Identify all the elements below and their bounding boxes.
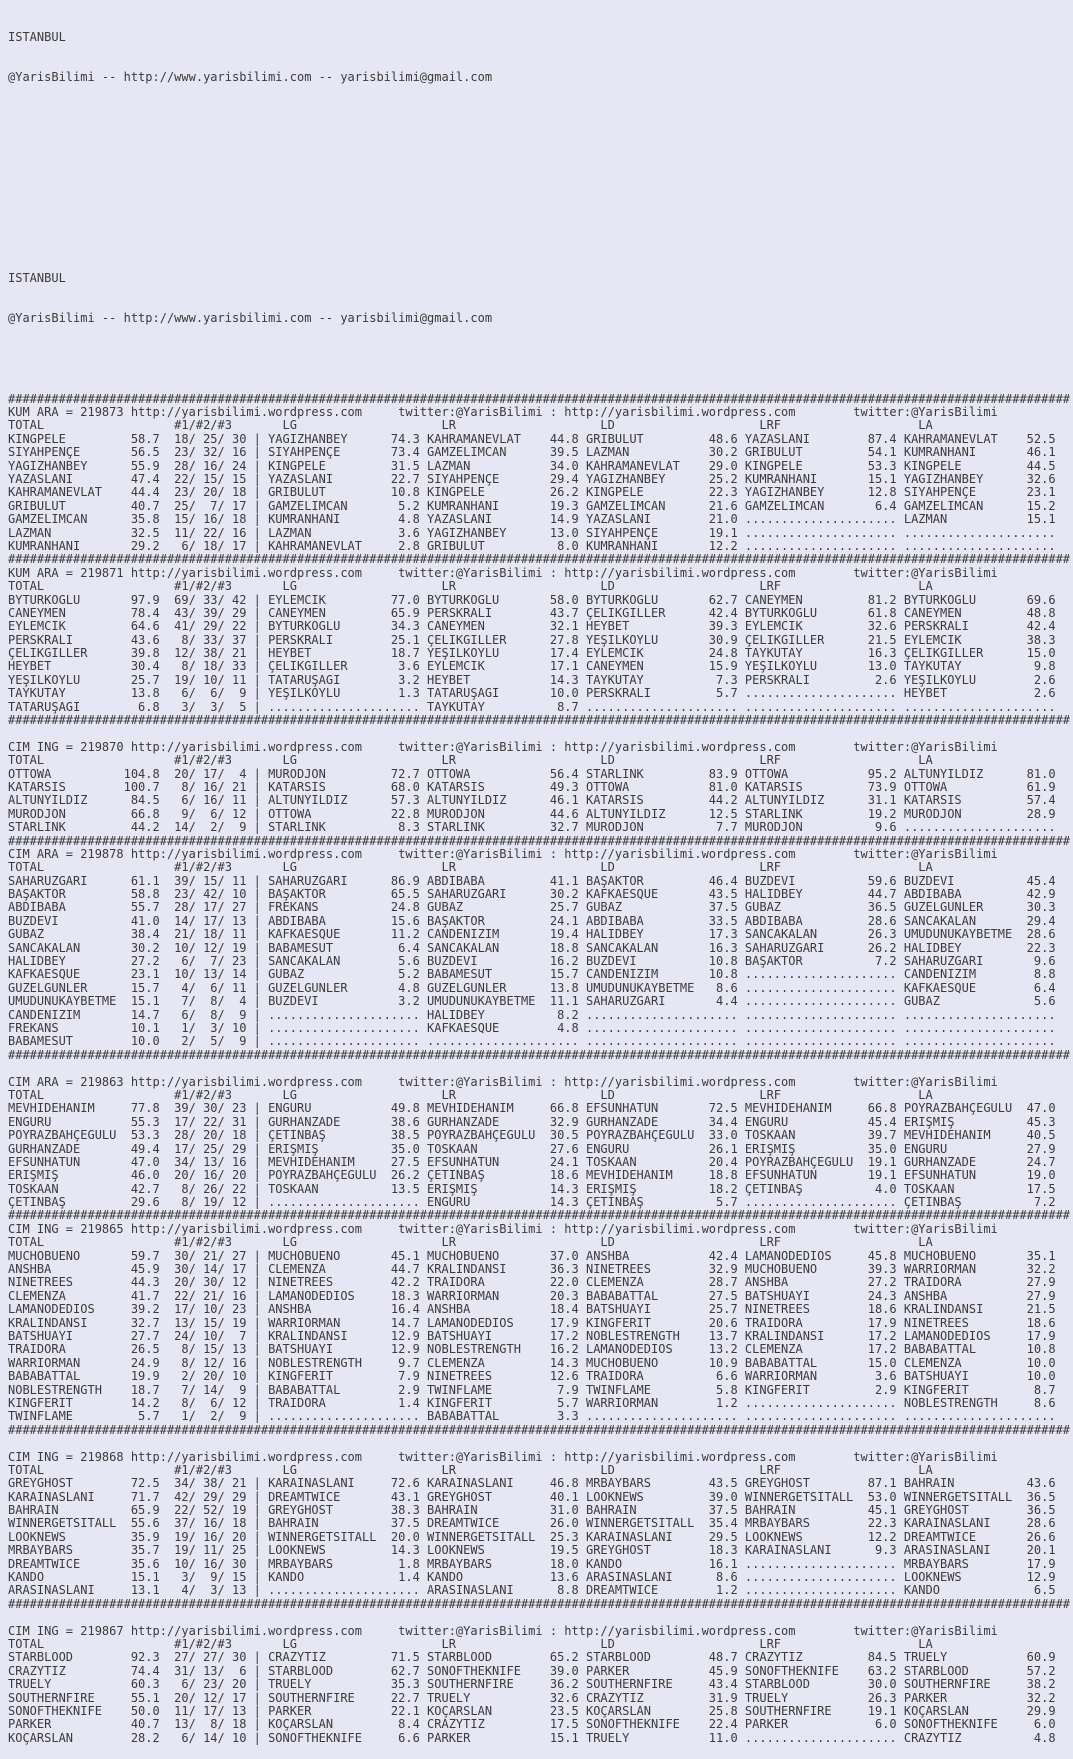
blank-line (8, 727, 1073, 740)
stat-row: LOOKNEWS 35.9 19/ 16/ 20 | WINNERGETSITALL 20.0 WINNERGETSITALL 25.3 KARAİNASLANI 29.5 LOOKNEWS 12.2 DREAMTWICE 26.6 (8, 1530, 1056, 1544)
stat-row: EFSUNHATUN 47.0 34/ 13/ 16 | MEVHİDEHANIM 27.5 EFSUNHATUN 24.1 TOSKAAN 20.4 POYRAZBAHÇEGÜLÜ 19.1 GÜRHANZADE 24.7 (8, 1155, 1056, 1169)
stat-row: GÜZELGÜNLER 15.7 4/ 6/ 11 | GÜZELGÜNLER 4.8 GÜZELGÜNLER 13.8 UMUDUNUKAYBETME 8.6 ..................... KAFKAESQUE 6.4 (8, 981, 1056, 995)
stat-row: ALTUNYILDIZ 84.5 6/ 16/ 11 | ALTUNYILDIZ 57.3 ALTUNYILDIZ 46.1 KATARSİS 44.2 ALTUNYILDIZ 31.1 KATARSİS 57.4 (8, 794, 1056, 808)
stat-row: KARAİNASLANI 71.7 42/ 29/ 29 | DREAMTWICE 43.1 GREYGHOST 40.1 LOOKNEWS 39.0 WINNERGETSITALL 53.0 WINNERGETSITALL 36.5 (8, 1490, 1056, 1504)
stat-row: FREKANS 10.1 1/ 3/ 10 | ..................... KAFKAESQUE 4.8 ..................... ..................... ..................... (8, 1022, 1056, 1035)
stat-row: WINNERGETSITALL 55.6 37/ 16/ 18 | BAHRAIN 37.5 DREAMTWICE 26.0 WINNERGETSITALL 35.4 MRBAYBARS 22.3 KARAİNASLANI 28.6 (8, 1517, 1056, 1531)
stat-row: SONOFTHEKNIFE 50.0 11/ 17/ 13 | PARKER 22.1 KOÇARSLAN 23.5 KOÇARSLAN 25.8 SOUTHERNFIRE 19.1 KOÇARSLAN 29.9 (8, 1704, 1056, 1718)
stat-row: TRAİDORA 26.5 8/ 15/ 13 | BATSHUAYI 12.9 NOBLESTRENGTH 16.2 LAMANODEDİOS 13.2 CLEMENZA 17.2 BABABATTAL 10.8 (8, 1343, 1056, 1357)
section-title: KUM ARA = 219871 http://yarisbilimi.wordpress.com twitter:@YarisBilimi : http://yarisbilimi.wordpress.com twitter:@YarisBilimi (8, 566, 998, 580)
stat-row: KINGFERİT 14.2 8/ 6/ 12 | TRAİDORA 1.4 KINGFERİT 5.7 WARRIORMAN 1.2 ..................... NOBLESTRENGTH 8.6 (8, 1396, 1056, 1410)
stat-row: CRAZYTİZ 74.4 31/ 13/ 6 | STARBLOOD 62.7 SONOFTHEKNIFE 39.0 PARKER 45.9 SONOFTHEKNIFE 63.2 STARBLOOD 57.2 (8, 1664, 1056, 1678)
stat-row: NINETREES 44.3 20/ 30/ 12 | NINETREES 42.2 TRAİDORA 22.0 CLEMENZA 28.7 ANSHBA 27.2 TRAİDORA 27.9 (8, 1276, 1056, 1290)
byline-repeat: @YarisBilimi -- http://www.yarisbilimi.com -- yarisbilimi@gmail.com (8, 312, 493, 326)
city-header: ISTANBUL (8, 30, 66, 44)
section-title: CIM ING = 219867 http://yarisbilimi.wordpress.com twitter:@YarisBilimi : http://yarisbilimi.wordpress.com twitter:@YarisBilimi (8, 1624, 998, 1638)
stat-row: ÇETİNBAŞ 29.6 8/ 19/ 12 | ..................... ENGÜRÜ 14.3 ÇETİNBAŞ 5.7 ..................... ÇETİNBAŞ 7.2 (8, 1196, 1056, 1210)
separator-line: ################################################################################################################################################### (8, 1597, 1071, 1611)
column-header: TOTAL #1/#2/#3 LG LR LD LRF LA (8, 1637, 933, 1651)
stat-row: WARRIORMAN 24.9 8/ 12/ 16 | NOBLESTRENGTH 9.7 CLEMENZA 14.3 MUCHOBUENO 10.9 BABABATTAL 15.0 CLEMENZA 10.0 (8, 1356, 1056, 1370)
stat-row: TRUELY 60.3 6/ 23/ 20 | TRUELY 35.3 SOUTHERNFIRE 36.2 SOUTHERNFIRE 43.4 STARBLOOD 30.0 SOUTHERNFIRE 38.2 (8, 1678, 1056, 1692)
blank-line (8, 151, 1073, 164)
stat-row: KOÇARSLAN 28.2 6/ 14/ 10 | SONOFTHEKNIFE 6.6 PARKER 15.1 TRUELY 11.0 ..................... CRAZYTİZ 4.8 (8, 1731, 1056, 1745)
stat-row: MURODJON 66.8 9/ 6/ 12 | OTTOWA 22.8 MURODJON 44.6 ALTUNYILDIZ 12.5 STARLİNK 19.2 MURODJON 28.9 (8, 807, 1056, 821)
stat-row: KUMRANHANI 29.2 6/ 18/ 17 | KAHRAMANEVLAT 2.8 GRİBULUT 8.0 KUMRANHANI 12.2 ..................... ..................... (8, 539, 1056, 553)
stat-row: HEYBET 30.4 8/ 18/ 33 | ÇELİKGİLLER 3.6 EYLEMCİK 17.1 CANEYMEN 15.9 YEŞİLKÖYLÜ 13.0 TAYKUTAY 9.8 (8, 660, 1056, 674)
stat-row: UMUDUNUKAYBETME 15.1 7/ 8/ 4 | BUZDEVİ 3.2 UMUDUNUKAYBETME 11.1 SAHARÜZGARI 4.4 ..................... GUBAZ 5.6 (8, 995, 1056, 1009)
section-title: CIM ING = 219868 http://yarisbilimi.wordpress.com twitter:@YarisBilimi : http://yarisbilimi.wordpress.com twitter:@YarisBilimi (8, 1450, 998, 1464)
stat-row: KRALINDANSI 32.7 13/ 15/ 19 | WARRIORMAN 14.7 LAMANODEDİOS 17.9 KINGFERİT 20.6 TRAİDORA 17.9 NINETREES 18.6 (8, 1316, 1056, 1330)
stat-row: ENGÜRÜ 55.3 17/ 22/ 31 | GÜRHANZADE 38.6 GÜRHANZADE 32.9 GÜRHANZADE 34.4 ENGÜRÜ 45.4 ERİŞMİŞ 45.3 (8, 1115, 1056, 1129)
stat-row: MUCHOBUENO 59.7 30/ 21/ 27 | MUCHOBUENO 45.1 MUCHOBUENO 37.0 ANSHBA 42.4 LAMANODEDİOS 45.8 MUCHOBUENO 35.1 (8, 1249, 1056, 1263)
stat-row: KANDO 15.1 3/ 9/ 15 | KANDO 1.4 KANDO 13.6 ARASINASLANI 8.6 ..................... LOOKNEWS 12.9 (8, 1571, 1056, 1585)
column-header: TOTAL #1/#2/#3 LG LR LD LRF LA (8, 1236, 933, 1250)
stat-row: TOSKAAN 42.7 8/ 26/ 22 | TOSKAAN 13.5 ERİŞMİŞ 14.3 ERİŞMİŞ 18.2 ÇETİNBAŞ 4.0 TOSKAAN 17.5 (8, 1182, 1056, 1196)
stat-row: YEŞİLKÖYLÜ 25.7 19/ 10/ 11 | TATARUŞAĞI 3.2 HEYBET 14.3 TAYKUTAY 7.3 PERSKRALI 2.6 YEŞİLKÖYLÜ 2.6 (8, 673, 1056, 687)
stat-row: DREAMTWICE 35.6 10/ 16/ 30 | MRBAYBARS 1.8 MRBAYBARS 18.0 KANDO 16.1 ..................... MRBAYBARS 17.9 (8, 1557, 1056, 1571)
sections-container (8, 393, 1073, 1745)
blank-line (8, 1437, 1073, 1450)
byline: @YarisBilimi -- http://www.yarisbilimi.com -- yarisbilimi@gmail.com (8, 71, 493, 85)
stat-row: KINGPELE 58.7 18/ 25/ 30 | YAĞIZHANBEY 74.3 KAHRAMANEVLAT 44.8 GRİBULUT 48.6 YAZASLANI 87.4 KAHRAMANEVLAT 52.5 (8, 432, 1056, 446)
stat-row: BYTÜRKOĞLU 97.9 69/ 33/ 42 | EYLEMCİK 77.0 BYTÜRKOĞLU 58.0 BYTÜRKOĞLU 62.7 CANEYMEN 81.2 BYTÜRKOĞLU 69.6 (8, 593, 1056, 607)
city-header-repeat: ISTANBUL (8, 272, 66, 286)
section-title: CIM ARA = 219863 http://yarisbilimi.wordpress.com twitter:@YarisBilimi : http://yarisbilimi.wordpress.com twitter:@YarisBilimi (8, 1075, 998, 1089)
section-title: CIM ING = 219865 http://yarisbilimi.wordpress.com twitter:@YarisBilimi : http://yarisbilimi.wordpress.com twitter:@YarisBilimi (8, 1222, 998, 1236)
stat-row: KATARSİS 100.7 8/ 16/ 21 | KATARSİS 68.0 KATARSİS 49.3 OTTOWA 81.0 KATARSİS 73.9 OTTOWA 61.9 (8, 780, 1056, 794)
stat-row: EYLEMCİK 64.6 41/ 29/ 22 | BYTÜRKOĞLU 34.3 CANEYMEN 32.1 HEYBET 39.3 EYLEMCİK 32.6 PERSKRALI 42.4 (8, 620, 1056, 634)
separator-line: ################################################################################################################################################### (8, 1423, 1071, 1437)
separator-line: ################################################################################################################################################### (8, 1209, 1071, 1223)
stat-row: NOBLESTRENGTH 18.7 7/ 14/ 9 | BABABATTAL 2.9 TWINFLAME 7.9 TWINFLAME 5.8 KINGFERİT 2.9 KINGFERİT 8.7 (8, 1383, 1056, 1397)
stat-row: GÜRHANZADE 49.4 17/ 25/ 29 | ERİŞMİŞ 35.0 TOSKAAN 27.6 ENGÜRÜ 26.1 ERİŞMİŞ 35.0 ENGÜRÜ 27.9 (8, 1142, 1056, 1156)
separator-line: ################################################################################################################################################### (8, 834, 1071, 848)
stat-row: BABABATTAL 19.9 2/ 20/ 10 | KINGFERİT 7.9 NINETREES 12.6 TRAİDORA 6.6 WARRIORMAN 3.6 BATSHUAYI 10.0 (8, 1370, 1056, 1384)
column-header: TOTAL #1/#2/#3 LG LR LD LRF LA (8, 1463, 933, 1477)
separator-line: ################################################################################################################################################### (8, 1048, 1071, 1062)
stat-row: SİYAHPENÇE 56.5 23/ 32/ 16 | SİYAHPENÇE 73.4 GAMZELİMCAN 39.5 LAZMAN 30.2 GRİBULUT 54.1 KUMRANHANI 46.1 (8, 446, 1056, 460)
stat-row: SAHARÜZGARI 61.1 39/ 15/ 11 | SAHARÜZGARI 86.9 ABDİBABA 41.1 BAŞAKTÖR 46.4 BUZDEVİ 59.6 BUZDEVİ 45.4 (8, 874, 1056, 888)
stat-row: OTTOWA 104.8 20/ 17/ 4 | MURODJON 72.7 OTTOWA 56.4 STARLİNK 83.9 OTTOWA 95.2 ALTUNYILDIZ 81.0 (8, 767, 1056, 781)
stat-row: ARASINASLANI 13.1 4/ 3/ 13 | ..................... ARASINASLANI 8.8 DREAMTWICE 1.2 ..................... KANDO 6.5 (8, 1584, 1056, 1598)
column-header: TOTAL #1/#2/#3 LG LR LD LRF LA (8, 754, 933, 768)
stat-row: CANDENİZİM 14.7 6/ 8/ 9 | ..................... HALİDBEY 8.2 ..................... ..................... ..................... (8, 1008, 1056, 1022)
stat-row: GRİBULUT 40.7 25/ 7/ 17 | GAMZELİMCAN 5.2 KUMRANHANI 19.3 GAMZELİMCAN 21.6 GAMZELİMCAN 6.4 GAMZELİMCAN 15.2 (8, 499, 1056, 513)
stat-row: HALİDBEY 27.2 6/ 7/ 23 | SANCAKALAN 5.6 BUZDEVİ 16.2 BUZDEVİ 10.8 BAŞAKTÖR 7.2 SAHARÜZGARI 9.6 (8, 955, 1056, 969)
column-header: TOTAL #1/#2/#3 LG LR LD LRF LA (8, 1088, 933, 1102)
stat-row: SANCAKALAN 30.2 10/ 12/ 19 | BABAMESUT 6.4 SANCAKALAN 18.8 SANCAKALAN 16.3 SAHARÜZGARI 26.2 HALİDBEY 22.3 (8, 941, 1056, 955)
stat-row: YAZASLANI 47.4 22/ 15/ 15 | YAZASLANI 22.7 SİYAHPENÇE 29.4 YAĞIZHANBEY 25.2 KUMRANHANI 15.1 YAĞIZHANBEY 32.6 (8, 472, 1056, 486)
stat-row: TAYKUTAY 13.8 6/ 6/ 9 | YEŞİLKÖYLÜ 1.3 TATARUŞAĞI 10.0 PERSKRALI 5.7 ..................... HEYBET 2.6 (8, 687, 1056, 701)
separator-line: ################################################################################################################################################### (8, 553, 1071, 567)
stat-row: BABAMESUT 10.0 2/ 5/ 9 | ..................... ..................... ..................... ..................... ..................... (8, 1035, 1056, 1049)
stat-row: KAHRAMANEVLAT 44.4 23/ 20/ 18 | GRİBULUT 10.8 KINGPELE 26.2 KINGPELE 22.3 YAĞIZHANBEY 12.8 SİYAHPENÇE 23.1 (8, 486, 1056, 500)
stat-row: CANEYMEN 78.4 43/ 39/ 29 | CANEYMEN 65.9 PERSKRALI 43.7 ÇELİKGİLLER 42.4 BYTÜRKOĞLU 61.8 CANEYMEN 48.8 (8, 606, 1056, 620)
section-title: KUM ARA = 219873 http://yarisbilimi.wordpress.com twitter:@YarisBilimi : http://yarisbilimi.wordpress.com twitter:@YarisBilimi (8, 406, 998, 420)
stat-row: STARLİNK 44.2 14/ 2/ 9 | STARLİNK 8.3 STARLİNK 32.7 MURODJON 7.7 MURODJON 9.6 ..................... (8, 821, 1056, 835)
stat-row: TWINFLAME 5.7 1/ 2/ 9 | ..................... BABABATTAL 3.3 ..................... ..................... ..................... (8, 1410, 1056, 1424)
stat-row: POYRAZBAHÇEGÜLÜ 53.3 28/ 20/ 18 | ÇETİNBAŞ 38.5 POYRAZBAHÇEGÜLÜ 30.5 POYRAZBAHÇEGÜLÜ 33.0 TOSKAAN 39.7 MEVHİDEHANIM 40.5 (8, 1129, 1056, 1143)
stat-row: BATSHUAYI 27.7 24/ 10/ 7 | KRALINDANSI 12.9 BATSHUAYI 17.2 NOBLESTRENGTH 13.7 KRALINDANSI 17.2 LAMANODEDİOS 17.9 (8, 1329, 1056, 1343)
blank-line (8, 352, 1073, 365)
separator-line: ################################################################################################################################################### (8, 392, 1071, 406)
stat-row: PARKER 40.7 13/ 8/ 18 | KOÇARSLAN 8.4 CRAZYTİZ 17.5 SONOFTHEKNIFE 22.4 PARKER 6.0 SONOFTHEKNIFE 6.0 (8, 1718, 1056, 1732)
stat-row: BAHRAIN 65.9 22/ 52/ 19 | GREYGHOST 38.3 BAHRAIN 31.0 BAHRAIN 37.5 BAHRAIN 45.1 GREYGHOST 36.5 (8, 1504, 1056, 1518)
stat-row: ANSHBA 45.9 30/ 14/ 17 | CLEMENZA 44.7 KRALINDANSI 36.3 NINETREES 32.9 MUCHOBUENO 39.3 WARRIORMAN 32.2 (8, 1263, 1056, 1277)
stat-row: BAŞAKTÖR 58.8 23/ 42/ 10 | BAŞAKTÖR 65.5 SAHARÜZGARI 30.2 KAFKAESQUE 43.5 HALİDBEY 44.7 ABDİBABA 42.9 (8, 888, 1056, 902)
stat-row: MEVHİDEHANIM 77.8 39/ 30/ 23 | ENGÜRÜ 49.8 MEVHİDEHANIM 66.8 EFSUNHATUN 72.5 MEVHİDEHANIM 66.8 POYRAZBAHÇEGÜLÜ 47.0 (8, 1102, 1056, 1116)
separator-line: ################################################################################################################################################### (8, 714, 1071, 728)
stat-row: GUBAZ 38.4 21/ 18/ 11 | KAFKAESQUE 11.2 CANDENİZİM 19.4 HALİDBEY 17.3 SANCAKALAN 26.3 UMUDUNUKAYBETME 28.6 (8, 928, 1056, 942)
stat-row: SOUTHERNFIRE 55.1 20/ 12/ 17 | SOUTHERNFIRE 22.7 TRUELY 32.6 CRAZYTİZ 31.9 TRUELY 26.3 PARKER 32.2 (8, 1691, 1056, 1705)
stat-row: GREYGHOST 72.5 34/ 38/ 21 | KARAİNASLANI 72.6 KARAİNASLANI 46.8 MRBAYBARS 43.5 GREYGHOST 87.1 BAHRAIN 43.6 (8, 1477, 1056, 1491)
stat-row: LAZMAN 32.5 11/ 22/ 16 | LAZMAN 3.6 YAĞIZHANBEY 13.0 SİYAHPENÇE 19.1 ..................... ..................... (8, 526, 1056, 540)
stat-row: YAĞIZHANBEY 55.9 28/ 16/ 24 | KINGPELE 31.5 LAZMAN 34.0 KAHRAMANEVLAT 29.0 KINGPELE 53.3 KINGPELE 44.5 (8, 459, 1056, 473)
stat-row: KAFKAESQUE 23.1 10/ 13/ 14 | GUBAZ 5.2 BABAMESUT 15.7 CANDENİZİM 10.8 ..................... CANDENİZİM 8.8 (8, 968, 1056, 982)
stat-row: ABDİBABA 55.7 28/ 17/ 27 | FREKANS 24.8 GUBAZ 25.7 GUBAZ 37.5 GUBAZ 36.5 GÜZELGÜNLER 30.3 (8, 901, 1056, 915)
section-title: CIM ARA = 219878 http://yarisbilimi.wordpress.com twitter:@YarisBilimi : http://yarisbilimi.wordpress.com twitter:@YarisBilimi (8, 847, 998, 861)
stat-row: ERİŞMİŞ 46.0 20/ 16/ 20 | POYRAZBAHÇEGÜLÜ 26.2 ÇETİNBAŞ 18.6 MEVHİDEHANIM 18.8 EFSUNHATUN 19.1 EFSUNHATUN 19.0 (8, 1169, 1056, 1183)
stat-row: BUZDEVİ 41.0 14/ 17/ 13 | ABDİBABA 15.6 BAŞAKTÖR 24.1 ABDİBABA 33.5 ABDİBABA 28.6 SANCAKALAN 29.4 (8, 914, 1056, 928)
column-header: TOTAL #1/#2/#3 LG LR LD LRF LA (8, 861, 933, 875)
section-title: CIM ING = 219870 http://yarisbilimi.wordpress.com twitter:@YarisBilimi : http://yarisbilimi.wordpress.com twitter:@YarisBilimi (8, 740, 998, 754)
stat-row: PERSKRALI 43.6 8/ 33/ 37 | PERSKRALI 25.1 ÇELİKGİLLER 27.8 YEŞİLKÖYLÜ 30.9 ÇELİKGİLLER 21.5 EYLEMCİK 38.3 (8, 633, 1056, 647)
stat-row: MRBAYBARS 35.7 19/ 11/ 25 | LOOKNEWS 14.3 LOOKNEWS 19.5 GREYGHOST 18.3 KARAİNASLANI 9.3 ARASINASLANI 20.1 (8, 1544, 1056, 1558)
stat-row: GAMZELİMCAN 35.8 15/ 16/ 18 | KUMRANHANI 4.8 YAZASLANI 14.9 YAZASLANI 21.0 ..................... LAZMAN 15.1 (8, 513, 1056, 527)
column-header: TOTAL #1/#2/#3 LG LR LD LRF LA (8, 580, 933, 594)
blank-line (8, 192, 1073, 205)
blank-line (8, 111, 1073, 124)
blank-line (8, 232, 1073, 245)
stat-row: ÇELİKGİLLER 39.8 12/ 38/ 21 | HEYBET 18.7 YEŞİLKÖYLÜ 17.4 EYLEMCİK 24.8 TAYKUTAY 16.3 ÇELİKGİLLER 15.0 (8, 647, 1056, 661)
blank-line (8, 1062, 1073, 1075)
stat-row: CLEMENZA 41.7 22/ 21/ 16 | LAMANODEDİOS 18.3 WARRIORMAN 20.3 BABABATTAL 27.5 BATSHUAYI 24.3 ANSHBA 27.9 (8, 1289, 1056, 1303)
stat-row: TATARUŞAĞI 6.8 3/ 3/ 5 | ..................... TAYKUTAY 8.7 ..................... ..................... ..................... (8, 700, 1056, 714)
blank-line (8, 1611, 1073, 1624)
stat-row: STARBLOOD 92.3 27/ 27/ 30 | CRAZYTİZ 71.5 STARBLOOD 65.2 STARBLOOD 48.7 CRAZYTİZ 84.5 TRUELY 60.9 (8, 1651, 1056, 1665)
stat-row: LAMANODEDİOS 39.2 17/ 10/ 23 | ANSHBA 16.4 ANSHBA 18.4 BATSHUAYI 25.7 NINETREES 18.6 KRALINDANSI 21.5 (8, 1303, 1056, 1317)
column-header: TOTAL #1/#2/#3 LG LR LD LRF LA (8, 419, 933, 433)
